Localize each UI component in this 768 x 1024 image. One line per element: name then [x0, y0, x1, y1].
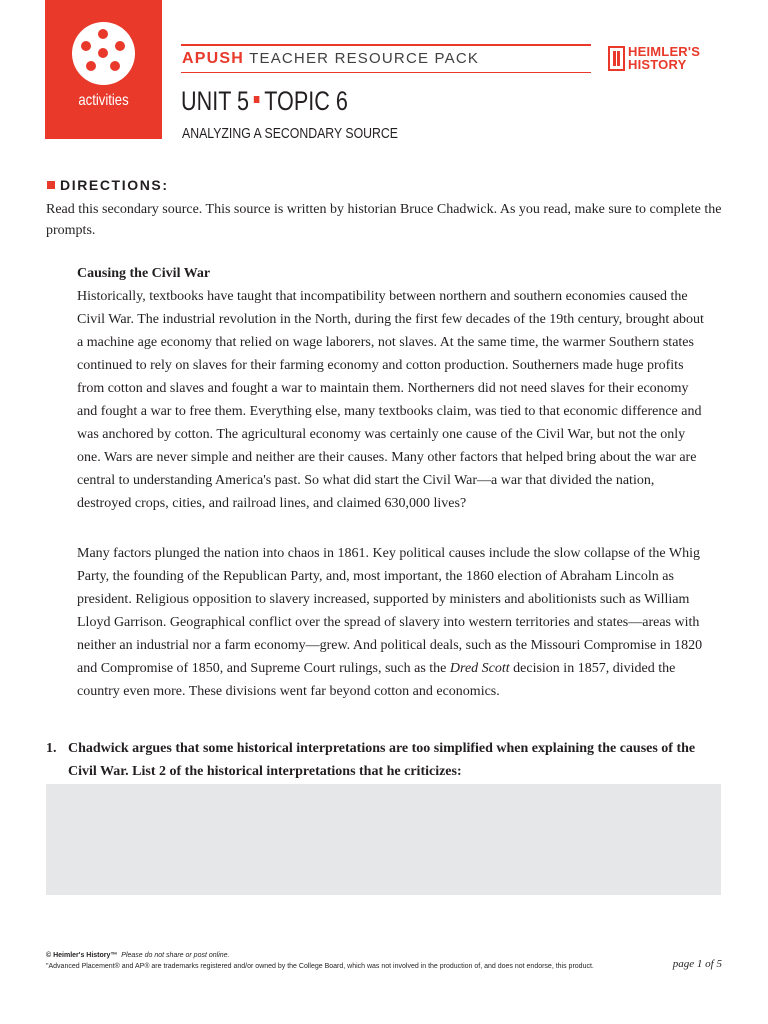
- question-number: 1.: [46, 741, 57, 756]
- directions-text: Read this secondary source. This source is written by historian Bruce Chadwick. As you read, make sure to complete the prompts.: [46, 202, 722, 238]
- activities-icon: [72, 22, 135, 85]
- heimlers-history-logo: [608, 45, 700, 71]
- directions-heading: DIRECTIONS:: [60, 177, 169, 193]
- logo-mark-icon: [608, 46, 625, 71]
- question-1: [46, 737, 726, 783]
- resource-pack-label: TEACHER RESOURCE PACK: [249, 50, 480, 67]
- footer-trademark: "Advanced Placement® and AP® are trademarks registered and/or owned by the College Board, which was not involved in the production of, and does not endorse, this product.: [46, 963, 594, 970]
- header-label: [182, 50, 479, 68]
- passage-section-1: [77, 262, 707, 515]
- passage-title: Causing the Civil War: [77, 266, 211, 281]
- page-number: page 1 of 5: [672, 958, 722, 970]
- logo-line2: HISTORY: [628, 57, 687, 72]
- activities-label: activities: [78, 92, 129, 109]
- activities-badge: [45, 0, 162, 139]
- paragraph-2-part-a: Many factors plunged the nation into chaos in 1861. Key political causes include the slow collapse of the Whig Party, the founding of the Republican Party, and, most important, the 1860 election of Abraham Lincoln as president. Religious opposition to slavery increased, supported by ministers and abolitionists such as William Lloyd Garrison. Geographical conflict over the spread of slavery into western territories and states—areas with neither an industrial nor a farm economy—grew. And political deals, such as the Missouri Compromise in 1820 and Compromise of 1850, and Supreme Court rulings, such as the: [77, 546, 703, 676]
- passage-paragraph-2: [77, 542, 707, 703]
- dred-scott-italic: Dred Scott: [449, 661, 510, 676]
- apush-label: APUSH: [182, 50, 245, 67]
- page-subtitle: ANALYZING A SECONDARY SOURCE: [182, 125, 399, 142]
- answer-box[interactable]: [46, 784, 721, 895]
- footer: [46, 950, 594, 972]
- footer-note: Please do not share or post online.: [121, 952, 230, 959]
- unit-label: UNIT 5: [181, 86, 250, 116]
- passage-paragraph-1: Historically, textbooks have taught that incompatibility between northern and southern economies caused the Civil War. The industrial revolution in the North, during the first few decades of the 19th century, brought about a machine age economy that relied on wage laborers, not slaves. At the same time, the warmer Southern states continued to rely on slaves for their farming economy and cotton production. Southerners made huge profits from cotton and slaves and fought a war to maintain them. Northerners did not need slaves for their economy and fought a war to free them. Everything else, many textbooks claim, was tied to that economic difference and was anchored by cotton. The agricultural economy was certainly one cause of the Civil War, but not the only one. Wars are never simple and neither are their causes. Many other factors that helped bring about the war are central to understanding America's past. So what did start the Civil War—a war that divided the nation, destroyed crops, cities, and railroad lines, and claimed 630,000 lives?: [77, 289, 704, 511]
- question-text: Chadwick argues that some historical interpretations are too simplified when explaining the causes of the Civil War. List 2 of the historical interpretations that he criticizes:: [68, 741, 696, 779]
- title-separator: [254, 96, 260, 103]
- topic-label: TOPIC 6: [264, 86, 348, 116]
- page-title: [181, 86, 348, 117]
- footer-copyright: © Heimler's History™: [46, 952, 118, 959]
- header-top-rule: [181, 44, 591, 46]
- header-bottom-rule: [181, 72, 591, 73]
- directions-marker: [47, 181, 55, 189]
- logo-line1: HEIMLER'S: [628, 44, 701, 59]
- paragraph-2-part-b: decision in 1857, divided the country even more. These divisions went far beyond cotton and economics.: [77, 661, 676, 699]
